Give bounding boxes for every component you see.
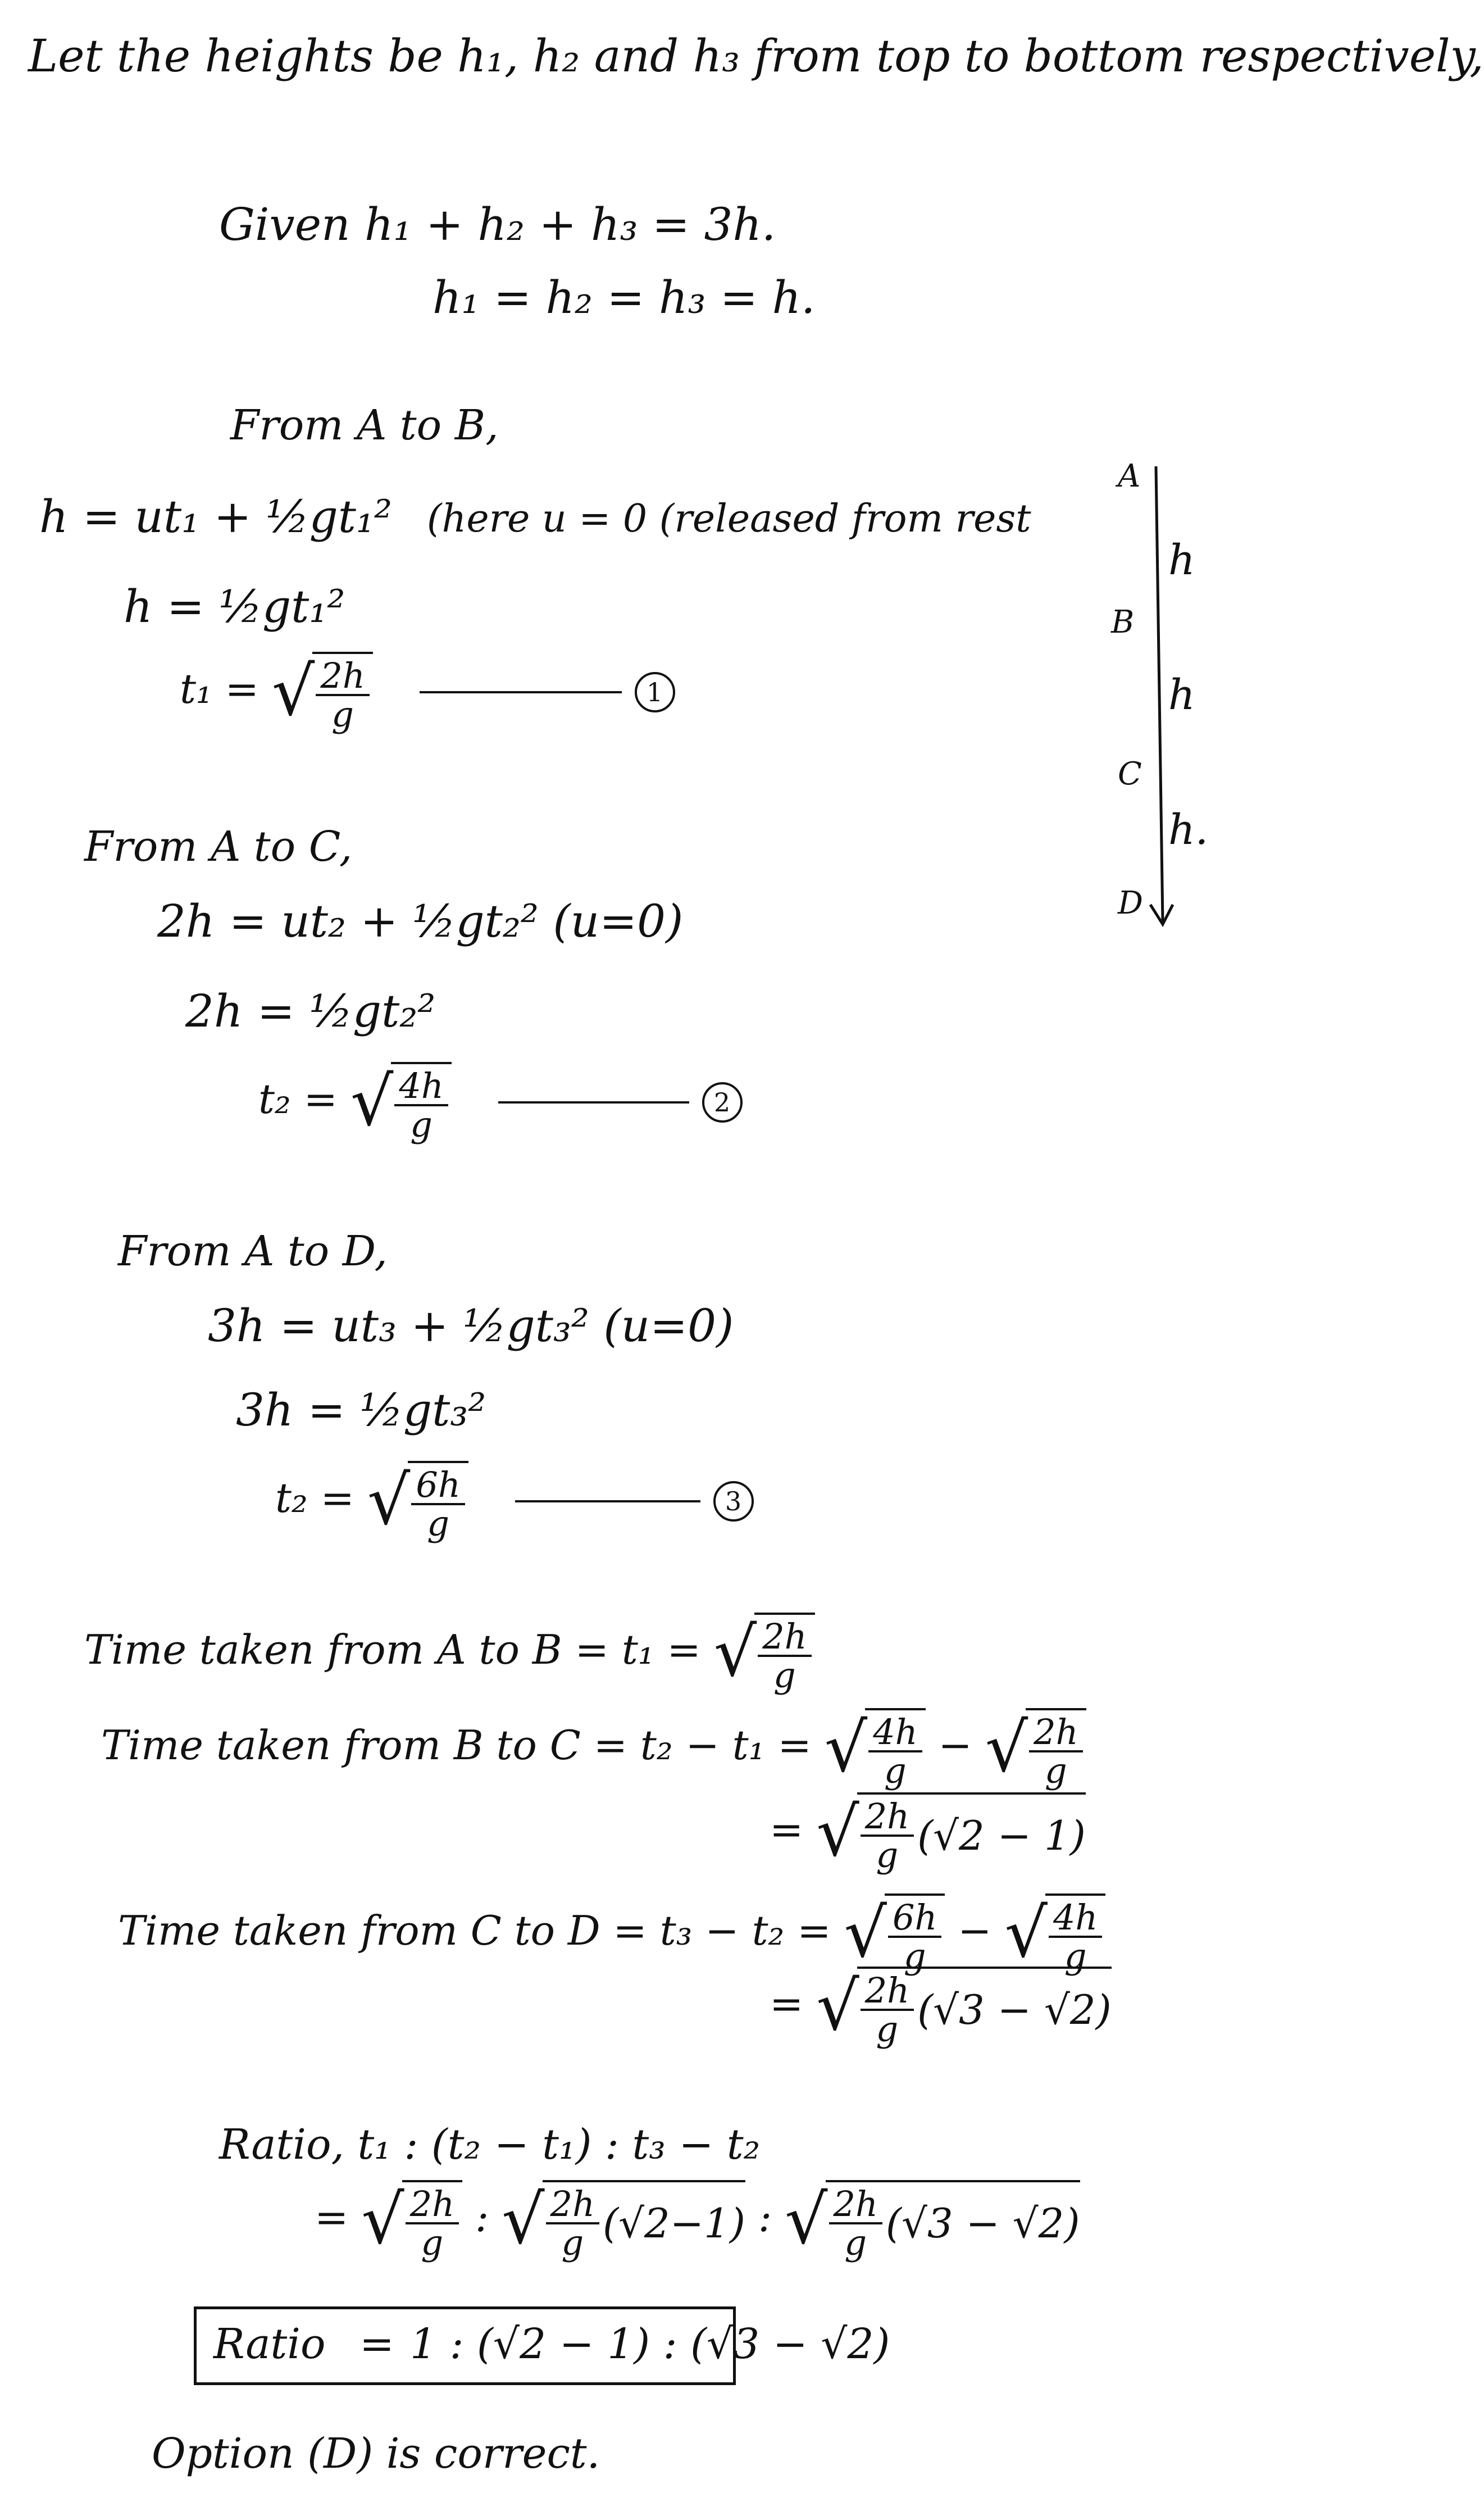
time-cd-minus: − bbox=[958, 1907, 992, 1955]
time-bc-label: Time taken from B to C = t₂ − t₁ = bbox=[101, 1722, 812, 1769]
section-title-ab: From A to B, bbox=[230, 401, 499, 449]
ratio-p1-den: g bbox=[421, 2222, 444, 2264]
ratio-p2-tail: (√2−1) bbox=[602, 2200, 745, 2247]
sqrt-sign-icon: √ bbox=[271, 653, 315, 732]
time-bc-minus: − bbox=[938, 1722, 972, 1769]
ad-sqrt bbox=[367, 1461, 468, 1545]
ab-note: (here u = 0 (released from rest bbox=[427, 497, 1031, 541]
ad-equation-1: 3h = ut₃ + ½gt₃² (u=0) bbox=[208, 1300, 734, 1352]
segment-CD-height: h. bbox=[1168, 806, 1209, 854]
ab-sqrt bbox=[272, 652, 373, 733]
ac-dash bbox=[498, 1101, 689, 1104]
ac-result bbox=[258, 1062, 743, 1146]
ad-num: 6h bbox=[411, 1466, 465, 1505]
time-bc-res-tail: (√2 − 1) bbox=[917, 1812, 1086, 1860]
time-cd-a-den: g bbox=[903, 1936, 926, 1977]
section-title-ac: From A to C, bbox=[84, 823, 353, 871]
sqrt-sign-icon: √ bbox=[785, 2181, 828, 2260]
time-bc-a-den: g bbox=[884, 1750, 907, 1792]
ratio-p3-num: 2h bbox=[829, 2186, 882, 2224]
time-bc-b-num: 2h bbox=[1029, 1714, 1082, 1752]
ratio-p2-den: g bbox=[561, 2222, 584, 2264]
ratio-p3-tail: (√3 − √2) bbox=[885, 2200, 1080, 2247]
ab-marker: 1 bbox=[635, 672, 675, 712]
ad-equation-2: 3h = ½gt₃² bbox=[236, 1384, 486, 1436]
sqrt-sign-icon: √ bbox=[816, 1968, 859, 2046]
sqrt-sign-icon: √ bbox=[502, 2181, 545, 2260]
time-ab-label: Time taken from A to B = t₁ = bbox=[84, 1626, 701, 1674]
intro-line: Let the heights be h₁, h₂ and h₃ from top to bottom respectively, bbox=[28, 30, 1484, 82]
ratio-colon-2: : bbox=[758, 2194, 772, 2241]
time-cd-result-eq: = bbox=[770, 1980, 804, 2028]
sqrt-sign-icon: √ bbox=[985, 1709, 1028, 1788]
time-ab-den: g bbox=[773, 1655, 796, 1696]
equal-heights-equation: h₁ = h₂ = h₃ = h. bbox=[433, 271, 816, 324]
ratio-p1-num: 2h bbox=[406, 2186, 459, 2224]
sqrt-sign-icon: √ bbox=[816, 1793, 859, 1872]
time-cd-b-den: g bbox=[1064, 1936, 1087, 1977]
time-bc-res-num: 2h bbox=[861, 1798, 914, 1837]
ac-marker: 2 bbox=[702, 1082, 743, 1123]
point-A-label: A bbox=[1118, 458, 1141, 494]
ab-result-lhs: t₁ = bbox=[180, 665, 260, 713]
conclusion: Option (D) is correct. bbox=[152, 2430, 600, 2478]
final-ratio-label: Ratio bbox=[213, 2320, 326, 2368]
time-ab-row bbox=[84, 1613, 815, 1696]
time-bc-a-num: 4h bbox=[868, 1714, 922, 1752]
ad-dash bbox=[515, 1500, 700, 1502]
ad-result-lhs: t₂ = bbox=[275, 1474, 355, 1522]
time-cd-res-tail: (√3 − √2) bbox=[917, 1986, 1112, 2034]
ab-equation-2: h = ½gt₁² bbox=[124, 580, 345, 633]
ratio-p3-den: g bbox=[844, 2222, 867, 2264]
final-ratio-eq: = bbox=[359, 2320, 395, 2368]
ad-den: g bbox=[427, 1503, 449, 1545]
sqrt-sign-icon: √ bbox=[1004, 1895, 1048, 1973]
time-cd-label: Time taken from C to D = t₃ − t₂ = bbox=[118, 1907, 831, 1955]
sqrt-sign-icon: √ bbox=[350, 1063, 394, 1142]
ratio-expression bbox=[315, 2180, 1080, 2264]
given-equation: Given h₁ + h₂ + h₃ = 3h. bbox=[219, 198, 776, 251]
time-cd-res-den: g bbox=[876, 2009, 899, 2050]
ad-marker: 3 bbox=[713, 1481, 754, 1522]
time-bc-row bbox=[101, 1708, 1086, 1792]
ac-equation-2: 2h = ½gt₂² bbox=[185, 985, 436, 1037]
sqrt-sign-icon: √ bbox=[367, 1462, 411, 1541]
ac-result-lhs: t₂ = bbox=[258, 1075, 338, 1123]
ab-equation-1: h = ut₁ + ½gt₁² bbox=[39, 491, 393, 543]
ac-num: 4h bbox=[394, 1068, 448, 1106]
ratio-label: Ratio, t₁ : (t₂ − t₁) : t₃ − t₂ bbox=[219, 2120, 761, 2169]
time-cd-res-num: 2h bbox=[861, 1972, 914, 2011]
time-bc-result bbox=[770, 1792, 1086, 1876]
ab-den: g bbox=[331, 694, 354, 735]
time-bc-b-den: g bbox=[1045, 1750, 1067, 1792]
ab-dash bbox=[420, 691, 622, 693]
section-title-ad: From A to D, bbox=[118, 1227, 388, 1275]
ratio-p2-num: 2h bbox=[546, 2186, 599, 2224]
sqrt-sign-icon: √ bbox=[824, 1709, 868, 1788]
ab-result bbox=[180, 652, 675, 733]
time-ab-num: 2h bbox=[758, 1618, 811, 1657]
ratio-colon-1: : bbox=[475, 2194, 489, 2241]
time-cd-result bbox=[770, 1967, 1112, 2050]
segment-BC-height: h bbox=[1168, 671, 1195, 719]
ad-result bbox=[275, 1461, 754, 1545]
point-B-label: B bbox=[1111, 604, 1135, 641]
ac-sqrt bbox=[350, 1062, 452, 1146]
sqrt-sign-icon: √ bbox=[713, 1614, 757, 1692]
ab-num: 2h bbox=[316, 657, 369, 696]
ratio-eq: = bbox=[315, 2194, 349, 2241]
sqrt-sign-icon: √ bbox=[844, 1895, 887, 1973]
time-cd-b-num: 4h bbox=[1049, 1899, 1102, 1938]
time-cd-a-num: 6h bbox=[888, 1899, 941, 1938]
ac-den: g bbox=[410, 1104, 433, 1146]
time-bc-result-eq: = bbox=[770, 1806, 804, 1854]
time-cd-row bbox=[118, 1893, 1105, 1977]
segment-AB-height: h bbox=[1168, 536, 1195, 584]
final-ratio-value: 1 : (√2 − 1) : (√3 − √2) bbox=[410, 2320, 890, 2368]
ac-equation-1: 2h = ut₂ + ½gt₂² (u=0) bbox=[157, 895, 684, 947]
sqrt-sign-icon: √ bbox=[361, 2181, 404, 2260]
point-D-label: D bbox=[1118, 885, 1143, 921]
point-C-label: C bbox=[1118, 756, 1142, 792]
time-bc-res-den: g bbox=[876, 1835, 899, 1876]
